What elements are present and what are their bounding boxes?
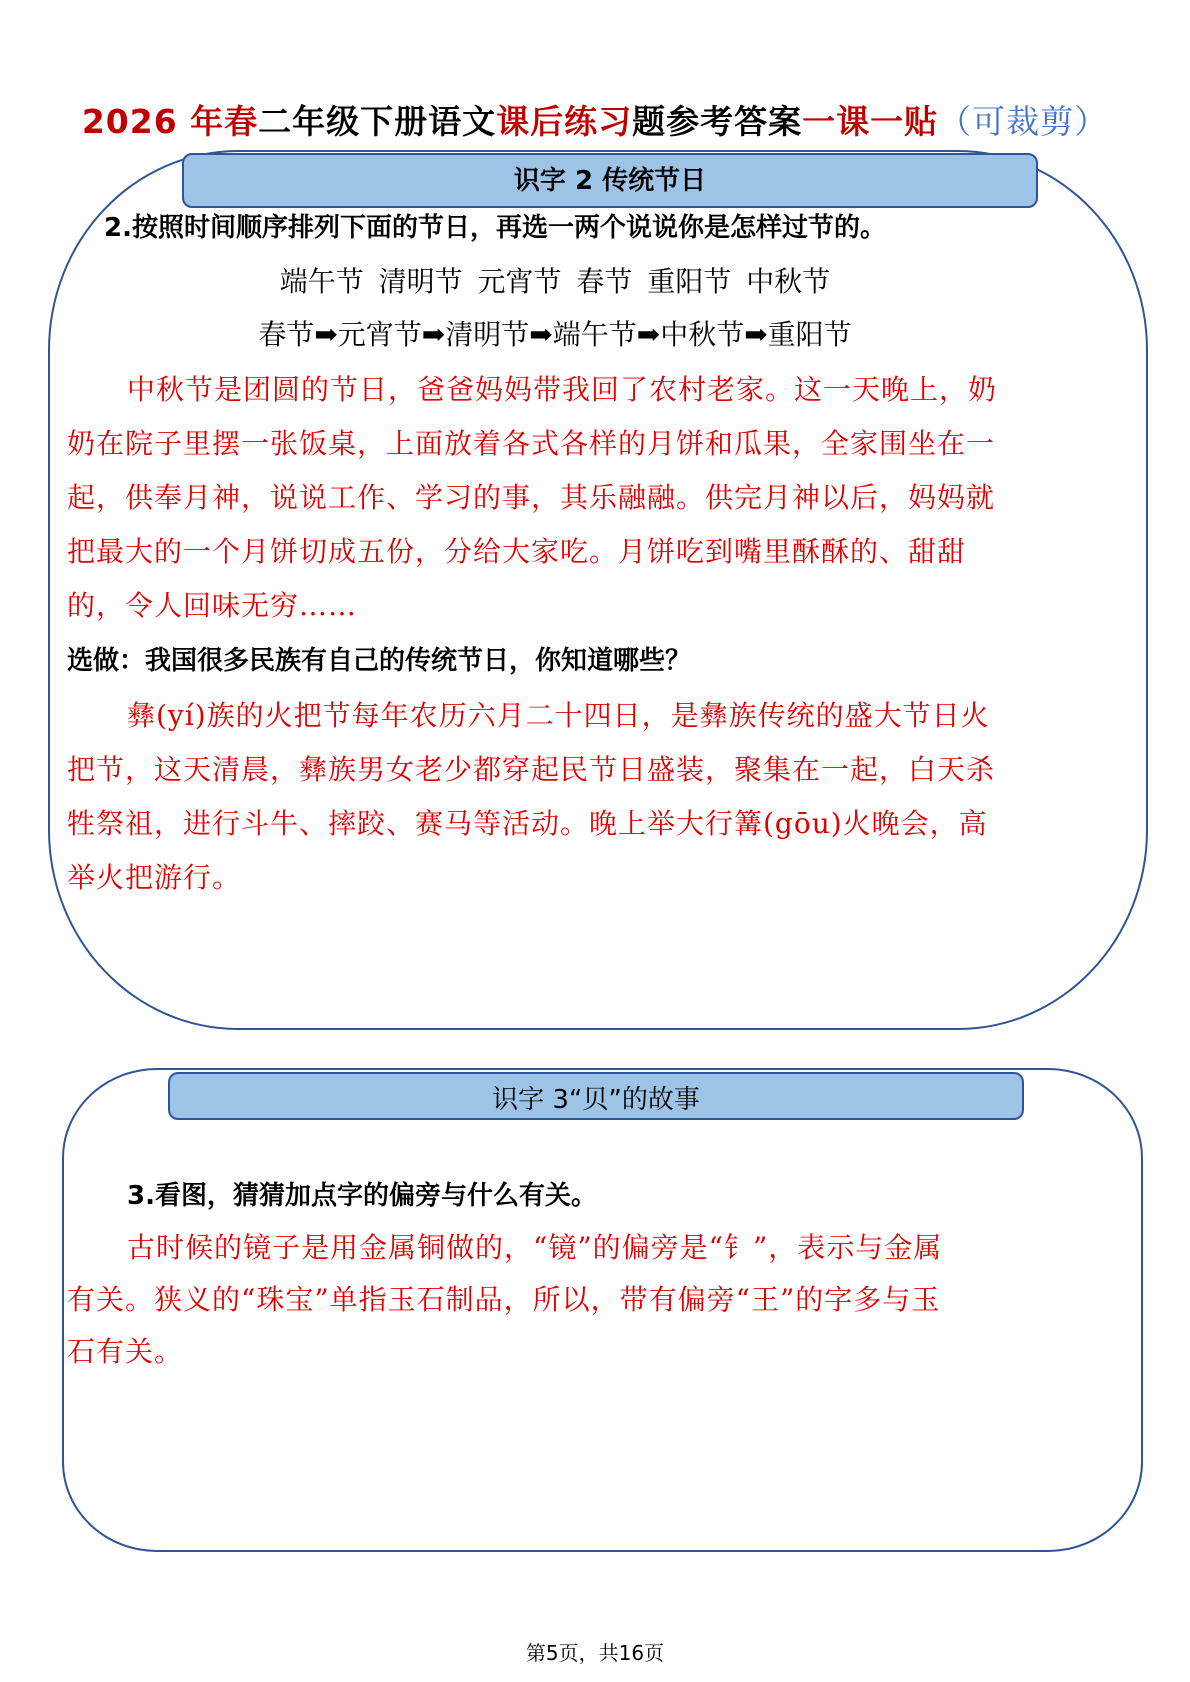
optional-answer-line: 彝(yí)族的火把节每年农历六月二十四日，是彝族传统的盛大节日火 (127, 699, 990, 732)
optional-question: 选做：我国很多民族有自己的传统节日，你知道哪些？ (67, 646, 692, 676)
answer-line: 石有关。 (67, 1335, 184, 1368)
answer-line: 有关。狭义的“珠宝”单指玉石制品，所以，带有偏旁“王”的字多与玉 (67, 1283, 941, 1316)
festival-order: 春节➡元宵节➡清明节➡端午节➡中秋节➡重阳节 (258, 318, 852, 351)
answer-line: 起，供奉月神，说说工作、学习的事，其乐融融。供完月神以后，妈妈就 (67, 481, 996, 514)
optional-answer-line: 把节，这天清晨，彝族男女老少都穿起民节日盛装，聚集在一起，白天杀 (67, 753, 996, 786)
festival-list: 端午节 清明节 元宵节 春节 重阳节 中秋节 (279, 265, 831, 298)
optional-answer-line: 举火把游行。 (67, 861, 242, 894)
lesson-header-2: 识字 2 传统节日 (182, 153, 1038, 208)
answer-line: 古时候的镜子是用金属铜做的，“镜”的偏旁是“钅”，表示与金属 (127, 1231, 943, 1264)
title-part-cuttable: （可裁剪） (938, 102, 1109, 141)
optional-answer-line: 牲祭祖，进行斗牛、摔跤、赛马等活动。晚上举大行篝(gōu)火晚会，高 (67, 807, 988, 840)
answer-line: 奶在院子里摆一张饭桌，上面放着各式各样的月饼和瓜果，全家围坐在一 (67, 427, 996, 460)
document-title (0, 96, 1190, 143)
question-2: 2.按照时间顺序排列下面的节日，再选一两个说说你是怎样过节的。 (104, 213, 886, 243)
lesson-header-3: 识字 3“贝”的故事 (168, 1072, 1024, 1120)
title-part-exercise: 课后练习 (496, 102, 633, 141)
title-part-answer: 题参考答案 (632, 102, 803, 141)
question-3: 3.看图，猜猜加点字的偏旁与什么有关。 (127, 1181, 597, 1211)
answer-line: 的，令人回味无穷…… (67, 589, 358, 622)
page-number: 第5页，共16页 (525, 1641, 665, 1665)
title-part-grade: 二年级下册语文 (258, 102, 497, 141)
title-part-sticker: 一课一贴 (802, 102, 939, 141)
answer-line: 中秋节是团圆的节日，爸爸妈妈带我回了农村老家。这一天晚上，奶 (127, 373, 998, 406)
answer-line: 把最大的一个月饼切成五份，分给大家吃。月饼吃到嘴里酥酥的、甜甜 (67, 535, 967, 568)
title-part-year: 2026 年春 (81, 102, 259, 141)
